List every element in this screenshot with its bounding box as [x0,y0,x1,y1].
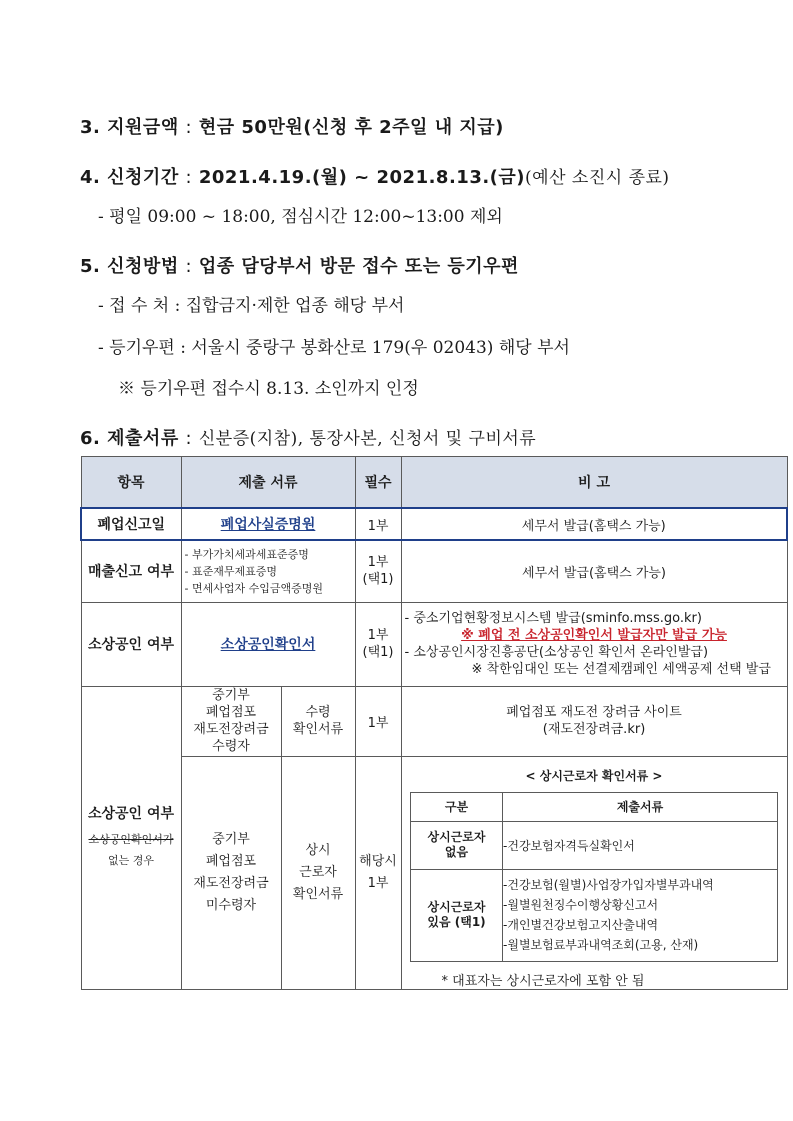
row4-item-sub-1: 소상공인확인서가 [88,833,174,846]
table-row [81,686,787,756]
row4b-doc-2: 근로자 [299,864,337,880]
row2-docs [181,540,355,602]
inner-row2-item-4: -월별보험료부과내역조회(고용, 산재) [503,938,699,952]
row3-required [355,602,401,686]
row3-required-2: (택1) [362,645,394,660]
inner-row1-item: -건강보험자격득실확인서 [503,821,778,869]
row1-doc-cell [181,508,355,540]
inner-row2-key-2: 있음 (택1) [427,915,486,929]
section-4 [80,163,670,189]
row3-notes [401,602,787,686]
section-6-label: 제출서류 [107,428,179,449]
row3-item: 소상공인 여부 [81,602,181,686]
inner-row2-item-1: -건강보험(월별)사업장가입자별부과내역 [503,878,714,892]
section-5-sub-1: - 접 수 처 : 집합금지·제한 업종 해당 부서 [98,296,405,316]
header-required: 필수 [355,457,401,509]
row4a-note-2: (재도전장려금.kr) [542,722,646,737]
inner-header-1: 구분 [411,792,503,821]
inner-row2-item-2: -월별원천징수이행상황신고서 [503,898,659,912]
row4b-note [401,756,787,989]
row4a-doc-2: 확인서류 [292,722,344,737]
inner-row1-key-1: 상시근로자 [427,830,486,844]
header-note: 비 고 [401,457,787,509]
row4b-who [181,756,281,989]
row2-doc-2: - 표준재무제표증명 [184,564,277,578]
row4b-required [355,756,401,989]
section-3-text: 현금 50만원(신청 후 2주일 내 지급) [198,117,504,138]
row2-required [355,540,401,602]
row4a-required: 1부 [355,686,401,756]
inner-row [411,821,778,869]
row4a-who-2: 폐업점포 [205,705,257,720]
inner-row2-key [411,869,503,961]
row2-item: 매출신고 여부 [81,540,181,602]
table-header-row [81,457,787,509]
row2-doc-3: - 면세사업자 수입금액증명원 [184,581,323,595]
section-6 [80,424,536,450]
row4-item-sub-2: 없는 경우 [107,854,154,867]
section-4-note: (예산 소진시 종료) [525,168,670,188]
row3-note-1: - 중소기업현황정보시스템 발급(sminfo.mss.go.kr) [404,611,702,626]
section-3 [80,113,504,139]
inner-row2-items [503,869,778,961]
table-row [81,508,787,540]
inner-header-2: 제출서류 [503,792,778,821]
row3-doc-cell [181,602,355,686]
section-6-number: 6. [80,428,101,449]
row4a-who-4: 수령자 [212,739,250,754]
row4b-doc [281,756,355,989]
section-6-colon: : [185,428,193,449]
row4b-doc-1: 상시 [305,842,331,858]
row4a-note [401,686,787,756]
section-5-colon: : [185,256,193,277]
row4b-required-1: 해당시 [359,853,397,869]
row4-item: 소상공인 여부 [87,806,175,822]
row4a-doc [281,686,355,756]
inner-row2-key-1: 상시근로자 [427,900,486,914]
section-5-text: 업종 담당부서 방문 접수 또는 등기우편 [198,256,519,277]
section-4-text: 2021.4.19.(월) ~ 2021.8.13.(금) [198,167,526,188]
section-3-colon: : [185,117,193,138]
section-5-sub-3: ※ 등기우편 접수시 8.13. 소인까지 인정 [118,379,419,399]
table-row [81,540,787,602]
row3-note-3: - 소상공인시장진흥공단(소상공인 확인서 온라인발급) [404,645,709,660]
row2-required-2: (택1) [362,572,394,588]
row2-note: 세무서 발급(홈택스 가능) [401,540,787,602]
row1-note: 세무서 발급(홈택스 가능) [401,508,787,540]
row4a-note-1: 폐업점포 재도전 장려금 사이트 [506,705,682,720]
row1-item: 폐업신고일 [81,508,181,540]
section-4-sub: - 평일 09:00 ~ 18:00, 점심시간 12:00~13:00 제외 [98,207,503,227]
section-3-number: 3. [80,117,101,138]
documents-table [80,456,788,990]
row4a-who-1: 중기부 [212,688,250,703]
section-5-number: 5. [80,256,101,277]
section-5-sub-2: - 등기우편 : 서울시 중랑구 봉화산로 179(우 02043) 해당 부서 [98,338,570,358]
row2-doc-1: - 부가가치세과세표준증명 [184,547,309,561]
table-row [81,602,787,686]
section-4-number: 4. [80,167,101,188]
inner-row1-key-2: 없음 [444,845,469,859]
inner-header-row [411,792,778,821]
row3-note-4: ※ 착한임대인 또는 선결제캠페인 세액공제 선택 발급 [471,662,771,677]
row4b-who-2: 폐업점포 [205,853,257,869]
row1-doc-link[interactable]: 폐업사실증명원 [220,517,316,533]
row4b-required-2: 1부 [367,875,389,891]
row3-required-1: 1부 [367,628,389,643]
section-5 [80,252,519,278]
row4b-who-1: 중기부 [212,831,250,847]
inner-table [410,792,778,962]
row4a-who-3: 재도전장려금 [193,722,269,737]
row3-note-2: ※ 폐업 전 소상공인확인서 발급자만 발급 가능 [461,628,727,643]
row4a-doc-1: 수령 [305,705,331,720]
inner-footnote: * 대표자는 상시근로자에 포함 안 됨 [441,973,645,989]
row1-required: 1부 [355,508,401,540]
row3-doc-link[interactable]: 소상공인확인서 [220,637,316,653]
header-doc: 제출 서류 [181,457,355,509]
row4a-who [181,686,281,756]
section-5-label: 신청방법 [107,256,179,277]
section-4-colon: : [185,167,193,188]
header-item: 항목 [81,457,181,509]
row4b-who-4: 미수령자 [205,897,257,913]
inner-row2-item-3: -개인별건강보험고지산출내역 [503,918,659,932]
inner-table-title: < 상시근로자 확인서류 > [525,768,663,783]
section-6-text: 신분증(지참), 통장사본, 신청서 및 구비서류 [198,429,537,449]
row4b-who-3: 재도전장려금 [193,875,269,891]
section-4-label: 신청기간 [107,167,179,188]
inner-row1-key [411,821,503,869]
inner-row [411,869,778,961]
row4-item-cell [81,686,181,989]
table-row [81,756,787,989]
section-3-label: 지원금액 [107,117,179,138]
row4b-doc-3: 확인서류 [292,886,344,902]
row2-required-1: 1부 [367,555,389,571]
